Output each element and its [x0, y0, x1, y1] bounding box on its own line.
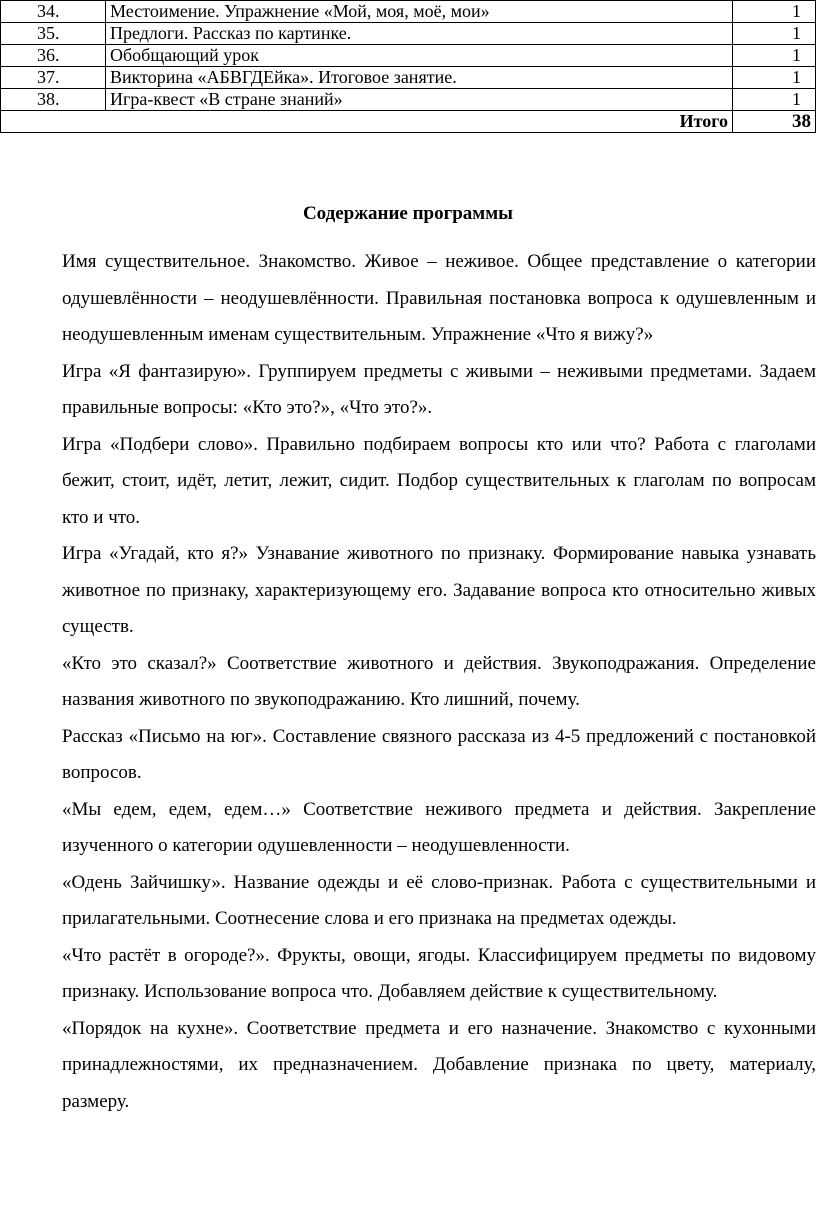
total-row — [1, 111, 816, 133]
row-number: 34. — [1, 1, 106, 23]
table-row — [1, 67, 816, 89]
row-hours: 1 — [733, 89, 816, 111]
row-topic: Местоимение. Упражнение «Мой, моя, моё, мои» — [106, 1, 733, 23]
table-row — [1, 23, 816, 45]
paragraph: Имя существительное. Знакомство. Живое – неживое. Общее представление о категории одушевлённости – неодушевлённости. Правильная постановка вопроса к одушевленным и неодушевленным именам существительным. Упражнение «Что я вижу?» — [62, 251, 816, 345]
row-hours: 1 — [733, 1, 816, 23]
table-row — [1, 1, 816, 23]
row-topic: Игра-квест «В стране знаний» — [106, 89, 733, 111]
lesson-plan-body — [1, 1, 816, 133]
row-number: 38. — [1, 89, 106, 111]
total-value: 38 — [733, 111, 816, 133]
paragraph: Игра «Угадай, кто я?» Узнавание животного по признаку. Формирование навыка узнавать животное по признаку, характеризующему его. Задавание вопроса кто относительно живых существ. — [62, 543, 816, 637]
paragraph: «Кто это сказал?» Соответствие животного и действия. Звукоподражания. Определение названия животного по звукоподражанию. Кто лишний, почему. — [62, 652, 816, 710]
row-hours: 1 — [733, 67, 816, 89]
paragraph: «Что растёт в огороде?». Фрукты, овощи, ягоды. Классифицируем предметы по видовому признаку. Использование вопроса что. Добавляем действие к существительному. — [62, 944, 816, 1002]
row-number: 36. — [1, 45, 106, 67]
row-number: 35. — [1, 23, 106, 45]
program-content — [62, 244, 816, 1120]
paragraph: «Порядок на кухне». Соответствие предмета и его назначение. Знакомство с кухонными принадлежностями, их предназначением. Добавление признака по цвету, материалу, размеру. — [62, 1017, 816, 1112]
row-topic: Предлоги. Рассказ по картинке. — [106, 23, 733, 45]
row-hours: 1 — [733, 45, 816, 67]
lesson-plan-table — [0, 0, 816, 133]
table-row — [1, 45, 816, 67]
row-topic: Обобщающий урок — [106, 45, 733, 67]
row-number: 37. — [1, 67, 106, 89]
paragraph: Игра «Я фантазирую». Группируем предметы с живыми – неживыми предметами. Задаем правильные вопросы: «Кто это?», «Что это?». — [62, 360, 816, 418]
section-title: Содержание программы — [302, 203, 514, 224]
row-topic: Викторина «АБВГДЕйка». Итоговое занятие. — [106, 67, 733, 89]
paragraph: Рассказ «Письмо на юг». Составление связного рассказа из 4-5 предложений с постановкой вопросов. — [62, 725, 816, 783]
table-row — [1, 89, 816, 111]
paragraph: «Мы едем, едем, едем…» Соответствие неживого предмета и действия. Закрепление изученного о категории одушевленности – неодушевленности. — [62, 798, 816, 856]
paragraph: «Одень Зайчишку». Название одежды и её слово-признак. Работа с существительными и прилагательными. Соотнесение слова и его признака на предметах одежды. — [62, 871, 816, 929]
total-label: Итого — [1, 111, 733, 133]
row-hours: 1 — [733, 23, 816, 45]
paragraph: Игра «Подбери слово». Правильно подбираем вопросы кто или что? Работа с глаголами бежит, стоит, идёт, летит, лежит, сидит. Подбор существительных к глаголам по вопросам кто и что. — [62, 433, 816, 528]
